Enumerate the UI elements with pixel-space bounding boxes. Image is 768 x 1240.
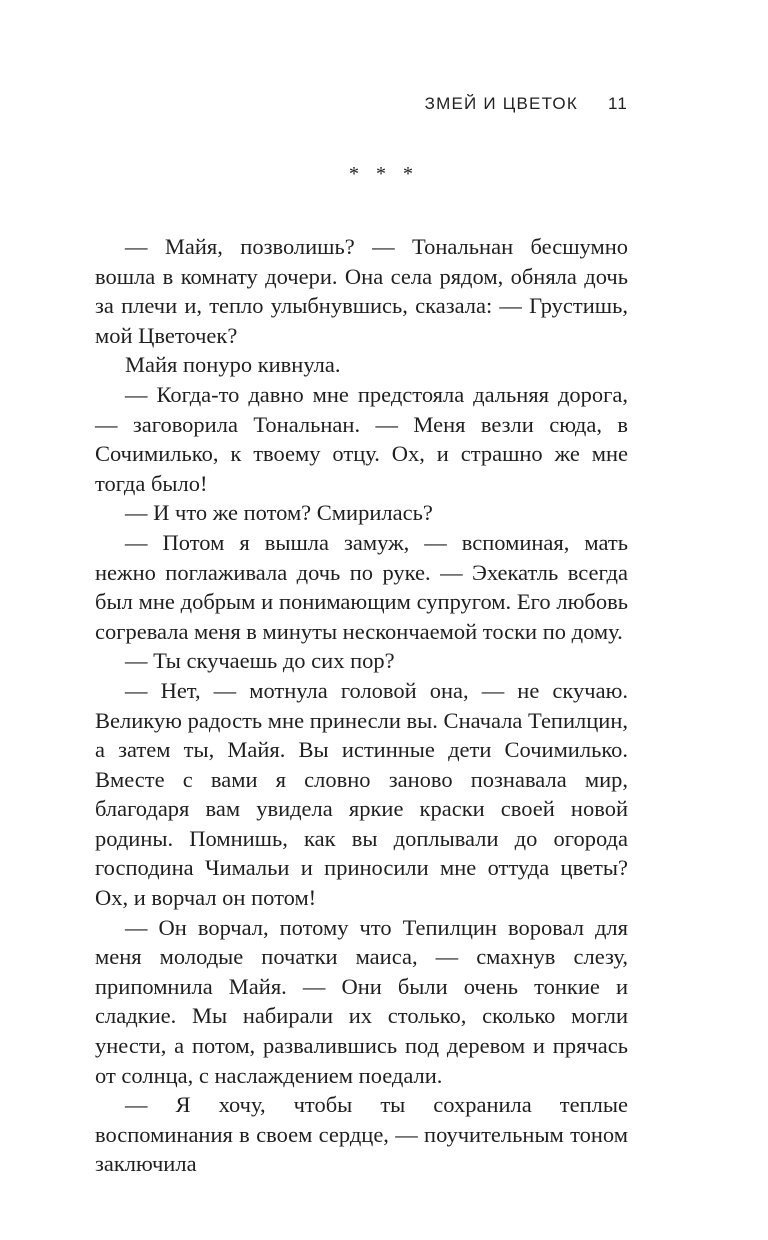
paragraph: — Майя, позволишь? — Тональнан бесшумно вошла в комнату дочери. Она села рядом, обняла дочь за плечи и, тепло улыбнувшись, сказала: — Грустишь, мой Цветочек? [95,234,628,348]
page-number: 11 [607,94,628,113]
running-head [0,94,628,114]
paragraph: — Нет, — мотнула головой она, — не скучаю. Великую радость мне принесли вы. Сначала Тепилцин, а затем ты, Майя. Вы истинные дети Сочимилько. Вместе с вами я словно заново познавала мир, благодаря вам увидела яркие краски своей новой родины. Помнишь, как вы доплывали до огорода господина Чимальи и приносили мне оттуда цветы? Ох, и ворчал он потом! [95,677,628,911]
paragraph: — Он ворчал, потому что Тепилцин воровал для меня молодые початки маиса, — смахнув слезу, припомнила Майя. — Они были очень тонкие и сладкие. Мы набирали их столько, сколько могли унести, а потом, развалившись под деревом и прячась от солнца, с наслаждением поедали. [95,914,628,1088]
section-separator: * * * [349,163,419,185]
paragraph: — Я хочу, чтобы ты сохранила теплые воспоминания в своем сердце, — поучительным тоном заключила [95,1092,628,1177]
body-text [95,232,628,1179]
paragraph: — И что же потом? Смирилась? [125,500,433,526]
paragraph: — Ты скучаешь до сих пор? [125,648,395,674]
paragraph: — Когда-то давно мне предстояла дальняя дорога, — заговорила Тональнан. — Меня везли сюда, в Сочимилько, к твоему отцу. Ох, и страшно же мне тогда было! [95,381,628,496]
paragraph: — Потом я вышла замуж, — вспоминая, мать нежно поглаживала дочь по руке. — Эхекатль всегда был мне добрым и понимающим супругом. Его любовь согревала меня в минуты нескончаемой тоски по дому. [95,529,628,644]
paragraph: Майя понуро кивнула. [125,352,341,378]
running-title: ЗМЕЙ И ЦВЕТОК [424,94,578,113]
